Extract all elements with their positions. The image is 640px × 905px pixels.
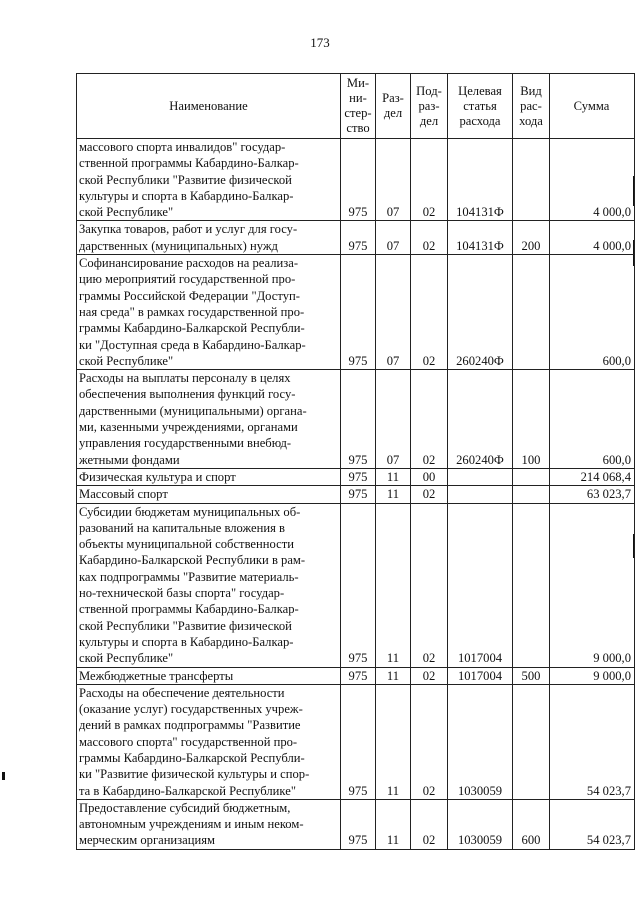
table-row	[77, 139, 635, 221]
scan-mark	[2, 772, 5, 780]
cell-ministry: 975	[341, 503, 376, 667]
column-header-expense-type	[513, 74, 550, 139]
cell-target: 1030059	[448, 799, 513, 849]
table-row	[77, 799, 635, 849]
cell-ministry: 975	[341, 667, 376, 684]
cell-section: 07	[376, 255, 411, 370]
column-header-section	[376, 74, 411, 139]
cell-name: Закупка товаров, работ и услуг для госу- дарственных (муниципальных) нужд	[77, 221, 341, 255]
cell-target	[448, 468, 513, 485]
budget-table	[76, 73, 635, 850]
cell-subsection: 02	[411, 486, 448, 503]
cell-target: 104131Ф	[448, 139, 513, 221]
column-header-subsection	[411, 74, 448, 139]
cell-sum: 9 000,0	[550, 667, 635, 684]
cell-expense-type	[513, 255, 550, 370]
cell-name: Физическая культура и спорт	[77, 468, 341, 485]
cell-ministry: 975	[341, 139, 376, 221]
cell-section: 07	[376, 370, 411, 469]
table-row	[77, 468, 635, 485]
cell-name: Софинансирование расходов на реализа- цию мероприятий государственной про- граммы Российской Федерации "Доступ- ная среда" в рамках государственной про- граммы Кабардино-Балкарской Республи- ки "Доступная среда в Кабардино-Балкар- ской Республике"	[77, 255, 341, 370]
cell-subsection: 02	[411, 221, 448, 255]
cell-sum: 600,0	[550, 255, 635, 370]
column-header-target	[448, 74, 513, 139]
cell-expense-type: 500	[513, 667, 550, 684]
cell-section: 11	[376, 667, 411, 684]
cell-ministry: 975	[341, 468, 376, 485]
cell-expense-type	[513, 468, 550, 485]
header-label: Наименование	[169, 98, 248, 113]
cell-sum: 54 023,7	[550, 684, 635, 799]
cell-section: 11	[376, 486, 411, 503]
cell-section: 11	[376, 684, 411, 799]
cell-target: 104131Ф	[448, 221, 513, 255]
cell-ministry: 975	[341, 799, 376, 849]
cell-expense-type: 200	[513, 221, 550, 255]
cell-subsection: 02	[411, 667, 448, 684]
cell-sum: 9 000,0	[550, 503, 635, 667]
cell-name: Предоставление субсидий бюджетным, автономным учреждениям и иным неком- мерческим организациям	[77, 799, 341, 849]
cell-name: массового спорта инвалидов" государ- ственной программы Кабардино-Балкар- ской Республики "Развитие физической культуры и спорта в Кабардино-Балкар- ской Республике"	[77, 139, 341, 221]
cell-name: Межбюджетные трансферты	[77, 667, 341, 684]
header-label: Под- раз- дел	[416, 83, 442, 128]
column-header-sum	[550, 74, 635, 139]
header-label: Вид рас- хода	[519, 83, 543, 128]
cell-name: Расходы на выплаты персоналу в целях обеспечения выполнения функций госу- дарственными (муниципальными) органа- ми, казенными учреждениями, органами управления государственными внебюд- жетными фондами	[77, 370, 341, 469]
cell-ministry: 975	[341, 221, 376, 255]
cell-sum: 63 023,7	[550, 486, 635, 503]
cell-subsection: 00	[411, 468, 448, 485]
header-label: Ми- ни- стер- ство	[344, 76, 372, 135]
header-label: Целевая статья расхода	[458, 83, 502, 128]
table-header-row	[77, 74, 635, 139]
cell-name: Массовый спорт	[77, 486, 341, 503]
cell-target: 1030059	[448, 684, 513, 799]
cell-sum: 600,0	[550, 370, 635, 469]
cell-subsection: 02	[411, 139, 448, 221]
cell-expense-type: 600	[513, 799, 550, 849]
column-header-name	[77, 74, 341, 139]
cell-subsection: 02	[411, 799, 448, 849]
cell-section: 07	[376, 221, 411, 255]
header-label: Сумма	[573, 98, 610, 113]
cell-sum: 54 023,7	[550, 799, 635, 849]
table-row	[77, 503, 635, 667]
cell-target: 1017004	[448, 503, 513, 667]
column-header-ministry	[341, 74, 376, 139]
cell-ministry: 975	[341, 255, 376, 370]
cell-section: 07	[376, 139, 411, 221]
cell-section: 11	[376, 468, 411, 485]
cell-subsection: 02	[411, 684, 448, 799]
cell-target: 1017004	[448, 667, 513, 684]
cell-expense-type	[513, 503, 550, 667]
table-row	[77, 221, 635, 255]
cell-sum: 4 000,0	[550, 139, 635, 221]
table-row	[77, 255, 635, 370]
cell-subsection: 02	[411, 503, 448, 667]
cell-expense-type	[513, 486, 550, 503]
cell-ministry: 975	[341, 486, 376, 503]
cell-name: Расходы на обеспечение деятельности (оказание услуг) государственных учреж- дений в рамках подпрограммы "Развитие массового спорта" государственной про- граммы Кабардино-Балкарской Республи- ки "Развитие физической культуры и спор- та в Кабардино-Балкарской Республике"	[77, 684, 341, 799]
cell-sum: 4 000,0	[550, 221, 635, 255]
cell-target: 260240Ф	[448, 370, 513, 469]
page-number: 173	[310, 35, 330, 50]
table-row	[77, 370, 635, 469]
cell-subsection: 02	[411, 255, 448, 370]
cell-section: 11	[376, 799, 411, 849]
cell-expense-type: 100	[513, 370, 550, 469]
cell-section: 11	[376, 503, 411, 667]
cell-sum: 214 068,4	[550, 468, 635, 485]
table-row	[77, 486, 635, 503]
table-row	[77, 667, 635, 684]
cell-name: Субсидии бюджетам муниципальных об- разований на капитальные вложения в объекты муниципальной собственности Кабардино-Балкарской Республики в рам- ках подпрограммы "Развитие материаль- но-технической базы спорта" государ- ственной программы Кабардино-Балкар- ской Республики "Развитие физической культуры и спорта в Кабардино-Балкар- ской Республике"	[77, 503, 341, 667]
table-row	[77, 684, 635, 799]
header-label: Раз- дел	[382, 91, 404, 120]
cell-target	[448, 486, 513, 503]
cell-subsection: 02	[411, 370, 448, 469]
cell-ministry: 975	[341, 684, 376, 799]
cell-target: 260240Ф	[448, 255, 513, 370]
cell-expense-type	[513, 684, 550, 799]
cell-expense-type	[513, 139, 550, 221]
cell-ministry: 975	[341, 370, 376, 469]
